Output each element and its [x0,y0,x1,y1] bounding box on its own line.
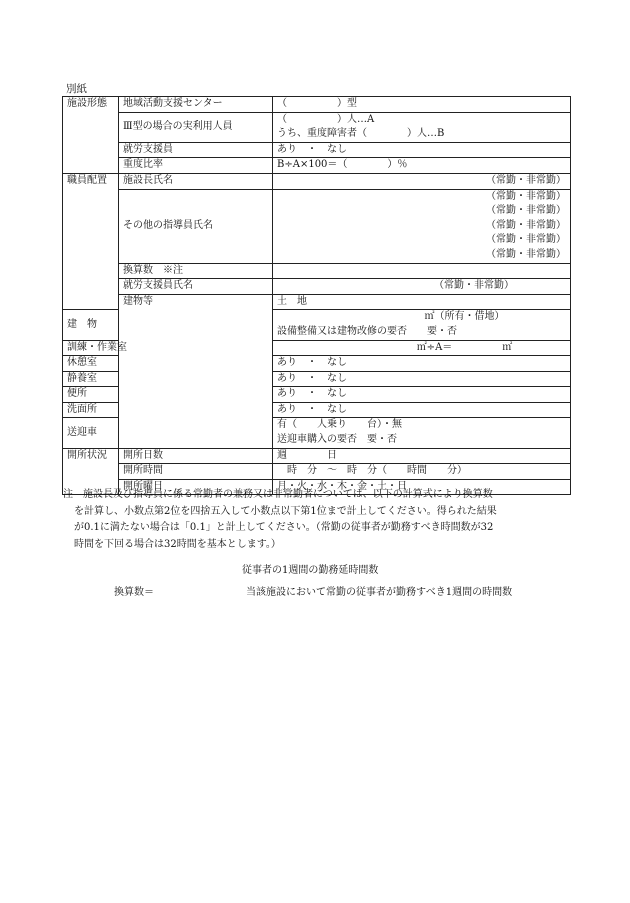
table-row [63,448,571,464]
field-label: 地域活動支援センター [119,97,273,113]
table-row [63,279,571,295]
table-row [63,112,571,127]
open-days-value[interactable]: 週 日 [273,448,571,464]
footnote-line: を計算し、小数点第2位を四捨五入して小数点以下第1位まで計上してください。得られた結果 [74,505,497,517]
recuperation-room-choice[interactable]: あり ・ なし [273,371,571,387]
rest-room-choice[interactable]: あり ・ なし [273,356,571,372]
field-label: 建 物 [63,310,119,340]
instructor-name-field[interactable]: （常勤・非常勤） [273,219,571,234]
field-label: 重度比率 [119,158,273,174]
footnote-line: が0.1に満たない場合は「0.1」と計上してください。（常勤の従事者が勤務すべき時間数が32 [74,522,494,533]
shuttle-purchase-choice[interactable]: 送迎車購入の要否 要・否 [273,433,571,448]
instructor-name-field[interactable]: （常勤・非常勤） [273,189,571,204]
table-row [63,97,571,113]
field-label: 開所時間 [119,464,273,480]
attachment-label: 別紙 [66,83,87,95]
footnote [63,487,571,553]
open-hours-value[interactable]: 時 分 ～ 時 分（ 時間 分） [273,464,571,480]
field-label: 就労支援員 [119,142,273,158]
field-label: 送迎車 [63,418,119,448]
conversion-count-field[interactable] [273,263,571,279]
toilet-choice[interactable]: あり ・ なし [273,387,571,403]
category-operation: 開所状況 [63,448,119,495]
instructor-name-field[interactable]: （常勤・非常勤） [273,248,571,263]
footnote-line: 時間を下回る場合は32時間を基本とします。） [74,538,281,550]
severity-ratio-value[interactable]: B÷A×100＝（ ）％ [273,158,571,174]
shuttle-car-value[interactable]: 有（ 人乗り 台）・無 [273,418,571,433]
field-label: Ⅲ型の場合の実利用人員 [119,112,273,142]
job-support-staff-choice[interactable]: あり ・ なし [273,142,571,158]
washroom-choice[interactable]: あり ・ なし [273,402,571,418]
field-label: その他の指導員氏名 [119,189,273,263]
renovation-need-choice[interactable]: 設備整備又は建物改修の要否 要・否 [273,325,571,340]
field-label: 休憩室 [63,356,119,372]
formula-denominator: 当該施設において常勤の従事者が勤務すべき1週間の時間数 [246,587,513,598]
formula-numerator: 従事者の1週間の勤務延時間数 [242,565,379,576]
field-label: 洗面所 [63,402,119,418]
category-staffing: 職員配置 [63,173,119,309]
severe-users-value[interactable]: うち、重度障害者（ ）人…B [273,127,571,142]
table-row [63,173,571,189]
table-row [63,158,571,174]
open-weekdays-value[interactable]: 月・火・水・木・金・土・日 [273,479,571,495]
users-count-value[interactable]: （ ）人…A [273,112,571,127]
table-row [63,464,571,480]
field-label: 便所 [63,387,119,403]
field-label: 換算数 ※注 [119,263,273,279]
job-support-staff-name-field[interactable]: （常勤・非常勤） [273,279,571,295]
application-form-table [62,96,571,495]
table-row [63,142,571,158]
field-label: 訓練・作業室 [63,340,119,356]
table-row [63,263,571,279]
footnote-line: 注 施設長及び指導員に係る常勤者の兼務又は非常勤者については、以下の計算式により換算数 [63,489,493,500]
field-label: 就労支援員氏名 [119,279,273,295]
table-row [63,189,571,204]
director-name-field[interactable]: （常勤・非常勤） [273,173,571,189]
workroom-area-value[interactable]: ㎡÷A＝ ㎡ [273,340,571,356]
formula-lhs: 換算数＝ [114,587,154,598]
field-label: 開所日数 [119,448,273,464]
category-buildings: 建物等 [119,294,273,448]
field-label: 静養室 [63,371,119,387]
instructor-name-field[interactable]: （常勤・非常勤） [273,233,571,248]
field-label: 施設長氏名 [119,173,273,189]
instructor-name-field[interactable]: （常勤・非常勤） [273,204,571,219]
category-facility-type: 施設形態 [63,97,119,174]
field-label: 開所曜日 [119,479,273,495]
table-row [63,294,571,310]
building-value[interactable]: ㎡（所有・借地） [273,310,571,325]
facility-type-value[interactable]: （ ）型 [273,97,571,113]
field-label: 土 地 [273,294,571,310]
